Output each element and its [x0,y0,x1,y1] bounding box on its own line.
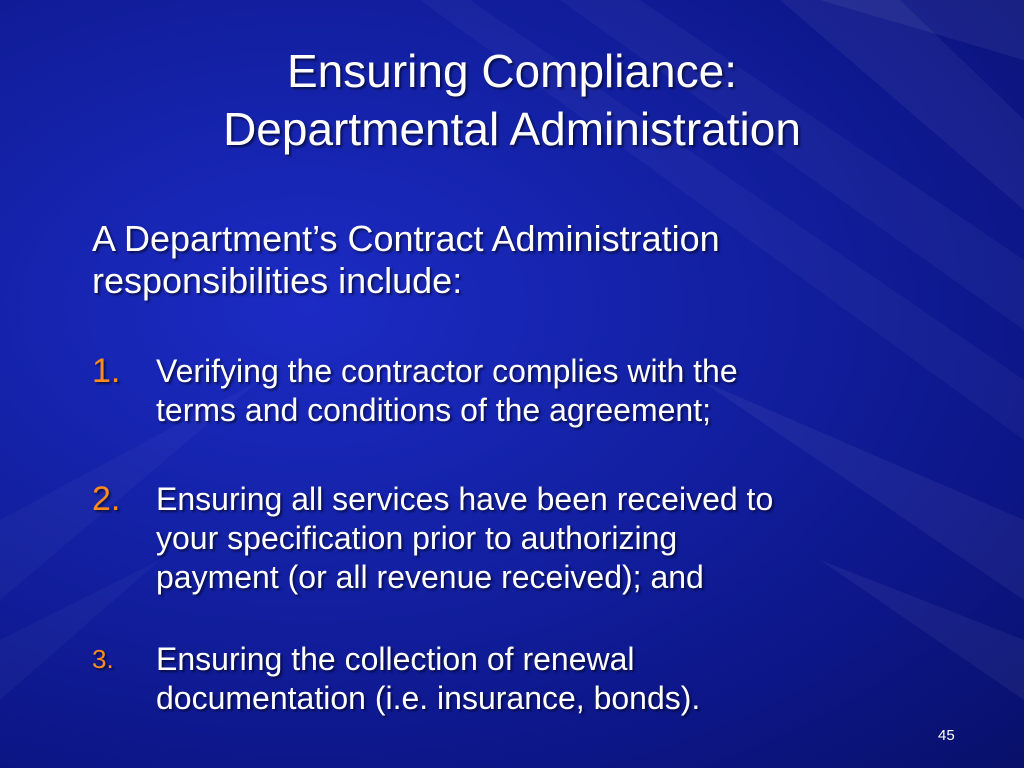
list-item-line: Ensuring the collection of renewal [156,641,635,677]
list-item-text [156,480,773,597]
title-line-2: Departmental Administration [223,103,801,155]
intro-line-1: A Department’s Contract Administration [92,218,720,259]
list-item [92,352,972,430]
list-item-line: Ensuring all services have been received to [156,481,774,517]
list-item-number: 2. [92,480,121,518]
intro-line-2: responsibilities include: [92,260,463,301]
list-item-line: Verifying the contractor complies with the [156,353,738,389]
list-item [92,480,972,597]
list-item-text [156,640,700,718]
list-item-line: terms and conditions of the agreement; [156,392,711,428]
list-item [92,640,972,718]
list-item-line: documentation (i.e. insurance, bonds). [156,680,701,716]
list-item-line: payment (or all revenue received); and [156,559,704,595]
list-item-text [156,352,738,430]
title-line-1: Ensuring Compliance: [286,45,737,97]
list-item-line: your specification prior to authorizing [156,520,678,556]
page-number: 45 [938,727,955,744]
intro-text [92,218,952,302]
list-item-number: 3. [92,644,114,674]
list-item-number: 1. [92,352,121,390]
slide-title [0,42,1024,158]
